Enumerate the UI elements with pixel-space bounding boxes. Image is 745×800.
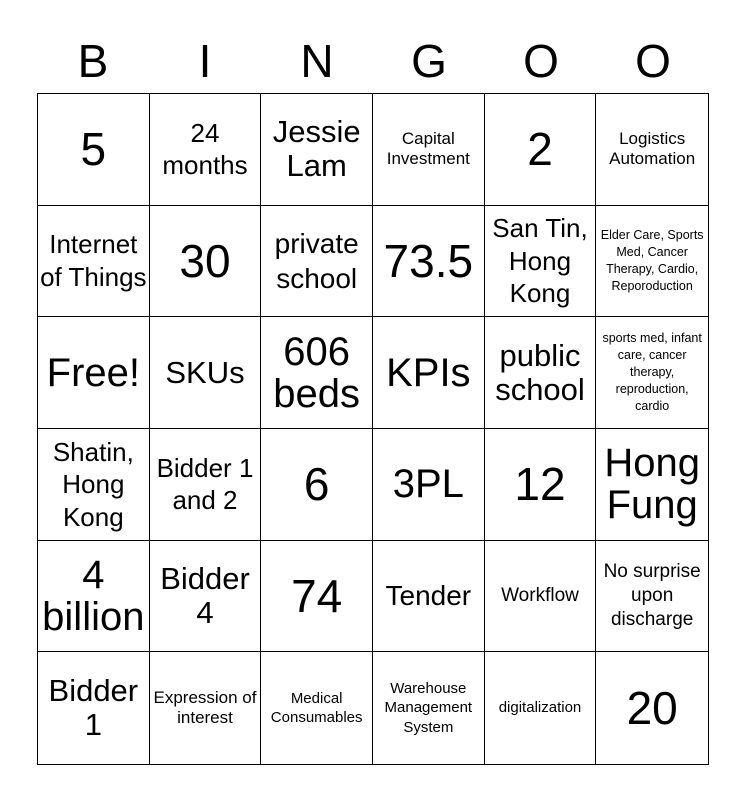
header-letter: N: [300, 35, 334, 87]
bingo-cell[interactable]: 2: [485, 94, 597, 206]
bingo-cell[interactable]: Expression of interest: [150, 652, 262, 764]
header-letter: O: [523, 35, 559, 87]
bingo-cell[interactable]: 5: [38, 94, 150, 206]
bingo-cell[interactable]: 73.5: [373, 206, 485, 318]
bingo-cell[interactable]: Logistics Automation: [596, 94, 708, 206]
bingo-cell[interactable]: private school: [261, 206, 373, 318]
bingo-cell[interactable]: San Tin, Hong Kong: [485, 206, 597, 318]
bingo-cell[interactable]: 74: [261, 541, 373, 653]
bingo-cell[interactable]: 12: [485, 429, 597, 541]
bingo-cell[interactable]: Warehouse Management System: [373, 652, 485, 764]
header-letter: B: [77, 35, 109, 87]
bingo-cell[interactable]: Shatin, Hong Kong: [38, 429, 150, 541]
bingo-cell[interactable]: digitalization: [485, 652, 597, 764]
bingo-cell[interactable]: Bidder 4: [150, 541, 262, 653]
bingo-cell[interactable]: No surprise upon discharge: [596, 541, 708, 653]
bingo-cell[interactable]: public school: [485, 317, 597, 429]
bingo-cell[interactable]: SKUs: [150, 317, 262, 429]
bingo-cell[interactable]: Workflow: [485, 541, 597, 653]
bingo-cell[interactable]: 30: [150, 206, 262, 318]
bingo-cell[interactable]: 4 billion: [38, 541, 150, 653]
bingo-cell[interactable]: Bidder 1: [38, 652, 150, 764]
bingo-header: [37, 30, 709, 92]
bingo-board: [37, 93, 709, 765]
header-letter: O: [635, 35, 671, 87]
bingo-cell[interactable]: Elder Care, Sports Med, Cancer Therapy, Cardio, Reporoduction: [596, 206, 708, 318]
bingo-cell[interactable]: 20: [626, 682, 678, 734]
bingo-cell[interactable]: Tender: [373, 541, 485, 653]
header-letter: I: [198, 35, 212, 87]
header-letter: G: [411, 35, 447, 87]
bingo-cell[interactable]: 606 beds: [261, 317, 373, 429]
bingo-cell[interactable]: Medical Consumables: [261, 652, 373, 764]
bingo-cell[interactable]: Hong Fung: [596, 429, 708, 541]
bingo-cell[interactable]: Free!: [38, 317, 150, 429]
bingo-cell[interactable]: sports med, infant care, cancer therapy, reproduction, cardio: [596, 317, 708, 429]
bingo-cell[interactable]: 6: [261, 429, 373, 541]
bingo-cell[interactable]: Internet of Things: [38, 206, 150, 318]
bingo-cell[interactable]: 3PL: [373, 429, 485, 541]
bingo-cell[interactable]: KPIs: [373, 317, 485, 429]
bingo-cell[interactable]: 24 months: [150, 94, 262, 206]
bingo-cell[interactable]: Jessie Lam: [261, 94, 373, 206]
bingo-cell[interactable]: Capital Investment: [373, 94, 485, 206]
bingo-cell[interactable]: Bidder 1 and 2: [150, 429, 262, 541]
